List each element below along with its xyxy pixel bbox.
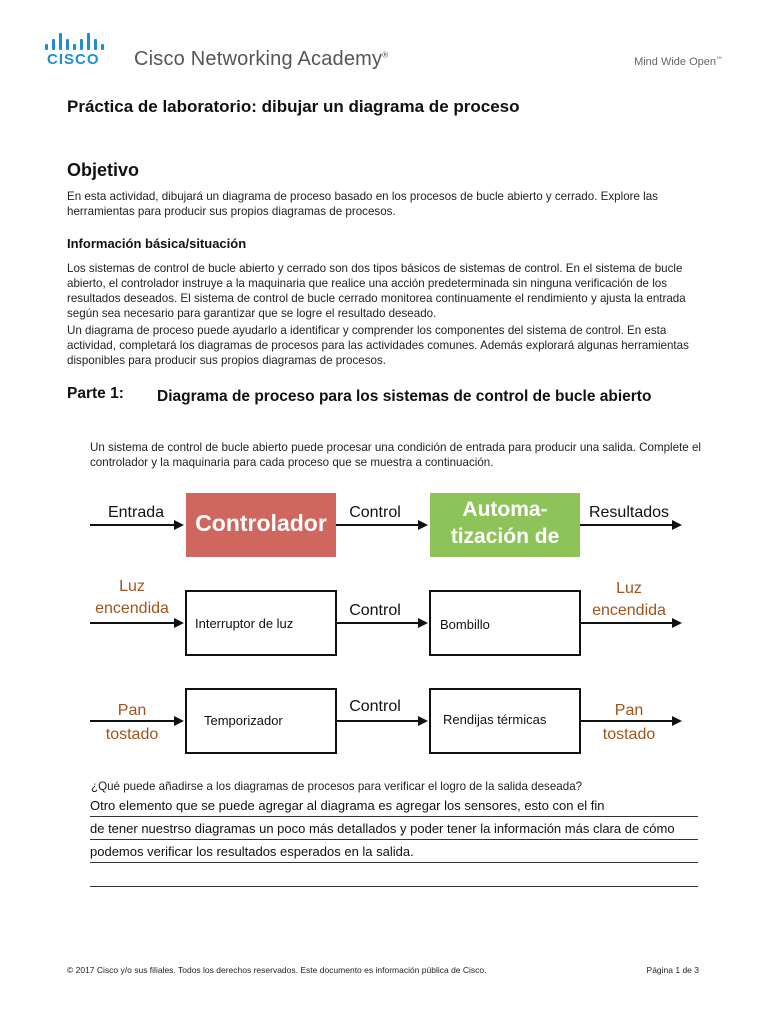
row2-input-label-2: encendida — [95, 600, 169, 617]
row1-machine-label-1: Automa- — [462, 498, 548, 521]
tagline: Mind Wide Open™ — [634, 56, 722, 68]
row2-input-label-1: Luz — [119, 578, 145, 595]
cisco-bars-icon — [45, 30, 115, 50]
document-title: Práctica de laboratorio: dibujar un diagrama de proceso — [67, 97, 520, 116]
logo-wordmark: CISCO — [47, 51, 100, 68]
row1-input-label: Entrada — [107, 504, 165, 521]
row1-output-label: Resultados — [588, 504, 670, 521]
row3-controller-text: Temporizador — [204, 713, 283, 728]
row1-machine-label-2: tización de — [450, 525, 560, 548]
question-text: ¿Qué puede añadirse a los diagramas de procesos para verificar el logro de la salida deseada? — [91, 780, 583, 793]
info-paragraph-2: Un diagrama de proceso puede ayudarlo a identificar y comprender los componentes del sistema de control. En esta actividad, completará los diagramas de procesos para las actividades comunes. Además explorará algunas herramientas disponibles para producir sus propios diagramas de procesos. — [67, 324, 689, 367]
part1-label: Parte 1: — [67, 385, 124, 402]
part1-title: Diagrama de proceso para los sistemas de control de bucle abierto — [157, 388, 652, 405]
row1-control-label: Control — [349, 504, 401, 521]
row2-machine-text: Bombillo — [440, 617, 490, 632]
part1-text: Un sistema de control de bucle abierto puede procesar una condición de entrada para producir una salida. Complete el controlador y la maquinaria para cada proceso que se muestra a continuación. — [90, 441, 701, 469]
row3-output-label-2: tostado — [602, 726, 656, 743]
row1-controller-label: Controlador — [195, 510, 327, 536]
row3-output-label-1: Pan — [614, 702, 644, 719]
footer-page-number: Página 1 de 3 — [646, 965, 699, 975]
process-diagram — [0, 480, 768, 760]
row3-input-label-1: Pan — [117, 702, 147, 719]
row2-output-label-2: encendida — [592, 602, 666, 619]
row2-output-label-1: Luz — [616, 580, 642, 597]
row3-control-label: Control — [349, 698, 401, 715]
cisco-logo — [45, 30, 115, 70]
row3-input-label-2: tostado — [105, 726, 159, 743]
answer-line-2[interactable]: de tener nuestrso diagramas un poco más detallados y poder tener la información más clara de cómo — [90, 819, 698, 840]
objetivo-heading: Objetivo — [67, 160, 140, 180]
answer-line-4[interactable] — [90, 866, 698, 887]
answer-line-3[interactable]: podemos verificar los resultados esperados en la salida. — [90, 842, 698, 863]
footer-copyright: © 2017 Cisco y/o sus filiales. Todos los derechos reservados. Este documento es información pública de Cisco. — [67, 965, 487, 975]
info-paragraph-1: Los sistemas de control de bucle abierto y cerrado son dos tipos básicos de sistemas de control. En el sistema de bucle abierto, el controlador instruye a la maquinaria que realice una acción predeterminada sin ninguna verificación de los resultados deseados. El sistema de control de bucle cerrado monitorea continuamente el rendimiento y ajusta la entrada según sea necesario para garantizar que se logre el resultado deseado. — [67, 262, 686, 320]
brand-title: Cisco Networking Academy® — [134, 48, 389, 70]
row2-controller-text: Interruptor de luz — [195, 616, 294, 631]
info-heading: Información básica/situación — [67, 236, 247, 251]
row3-machine-text: Rendijas térmicas — [443, 712, 547, 727]
answer-line-1[interactable]: Otro elemento que se puede agregar al diagrama es agregar los sensores, esto con el fin — [90, 796, 698, 817]
objetivo-text: En esta actividad, dibujará un diagrama de proceso basado en los procesos de bucle abierto y cerrado. Explore las herramientas para producir sus propios diagramas de procesos. — [67, 190, 658, 218]
row2-control-label: Control — [349, 602, 401, 619]
